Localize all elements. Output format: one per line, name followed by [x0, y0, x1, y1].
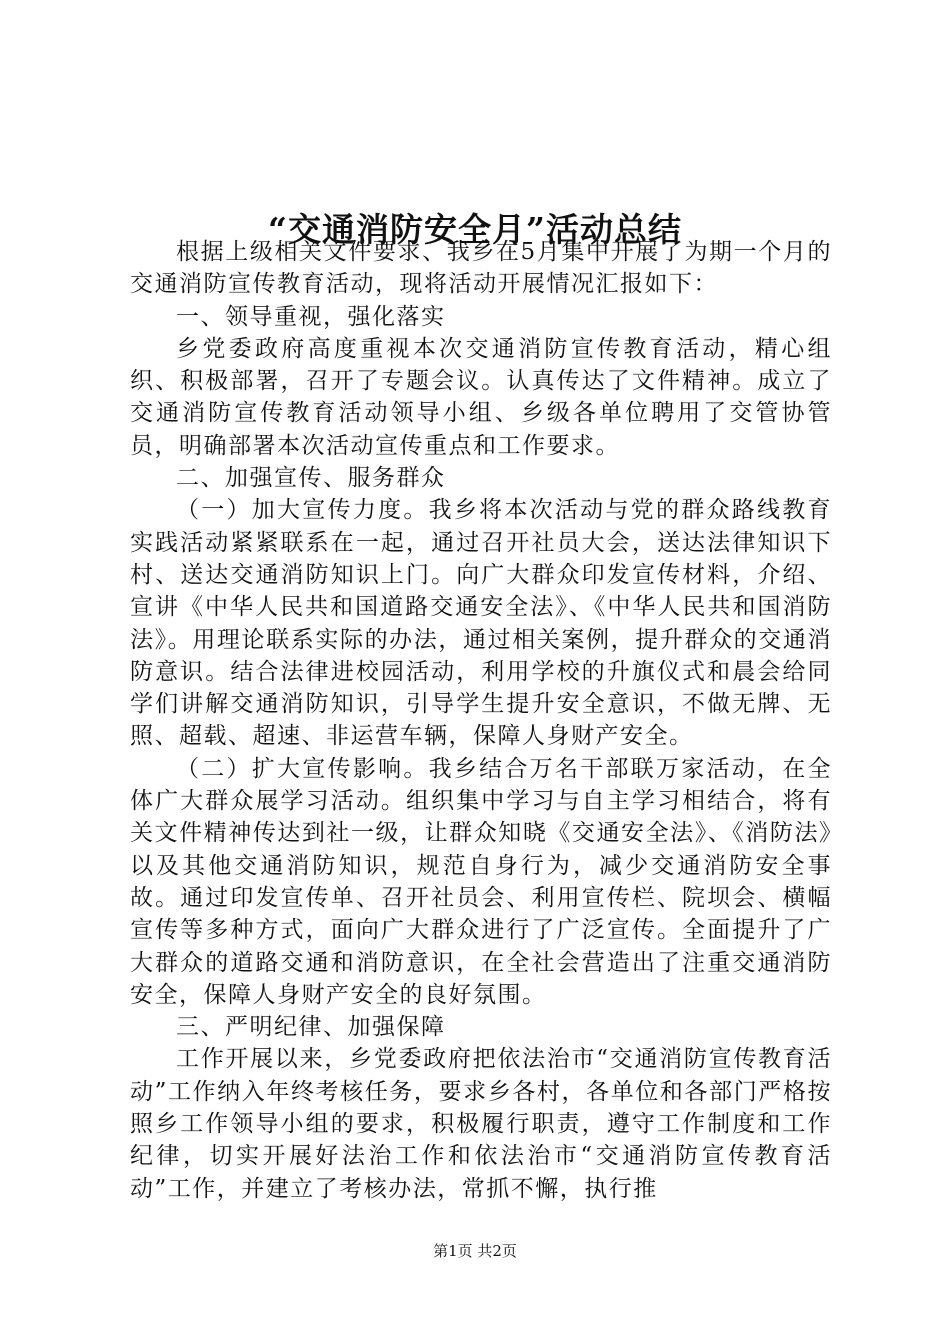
- paragraph-section-2-item-2: （二）扩大宣传影响。我乡结合万名干部联万家活动，在全体广大群众展学习活动。组织集中学习与自主学习相结合，将有关文件精神传达到社一级，让群众知晓《交通安全法》、《消防法》以及其他交通消防知识，规范自身行为，减少交通消防安全事故。通过印发宣传单、召开社员会、利用宣传栏、院坝会、横幅宣传等多种方式，面向广大群众进行了广泛宣传。全面提升了广大群众的道路交通和消防意识，在全社会营造出了注重交通消防安全，保障人身财产安全的良好氛围。: [130, 755, 832, 1008]
- paragraph-section-3: 工作开展以来，乡党委政府把依法治市“交通消防宣传教育活动”工作纳入年终考核任务，要求乡各村，各单位和各部门严格按照乡工作领导小组的要求，积极履行职责，遵守工作制度和工作纪律，切实开展好法治工作和依法治市“交通消防宣传教育活动”工作，并建立了考核办法，常抓不懈，执行推: [130, 1046, 832, 1202]
- paragraph-intro: 根据上级相关文件要求、我乡在5月集中开展了为期一个月的交通消防宣传教育活动，现将活动开展情况汇报如下：: [130, 239, 832, 298]
- page-footer: 第1页 共2页: [433, 1242, 517, 1260]
- paragraph-section-1: 乡党委政府高度重视本次交通消防宣传教育活动，精心组织、积极部署，召开了专题会议。认真传达了文件精神。成立了交通消防宣传教育活动领导小组、乡级各单位聘用了交管协管员，明确部署本次活动宣传重点和工作要求。: [130, 335, 832, 459]
- section-heading-3: 三、严明纪律、加强保障: [176, 1014, 446, 1041]
- section-heading-2: 二、加强宣传、服务群众: [176, 465, 446, 492]
- section-heading-1: 一、领导重视，强化落实: [176, 303, 446, 330]
- paragraph-section-2-item-1: （一）加大宣传力度。我乡将本次活动与党的群众路线教育实践活动紧紧联系在一起，通过召开社员大会，送达法律知识下村、送达交通消防知识上门。向广大群众印发宣传材料，介绍、宣讲《中华人民共和国道路交通安全法》、《中华人民共和国消防法》。用理论联系实际的办法，通过相关案例，提升群众的交通消防意识。结合法律进校园活动，利用学校的升旗仪式和晨会给同学们讲解交通消防知识，引导学生提升安全意识，不做无牌、无照、超载、超速、非运营车辆，保障人身财产安全。: [130, 497, 832, 750]
- document-body: [130, 236, 832, 1205]
- document-title: “交通消防安全月”活动总结: [268, 210, 682, 250]
